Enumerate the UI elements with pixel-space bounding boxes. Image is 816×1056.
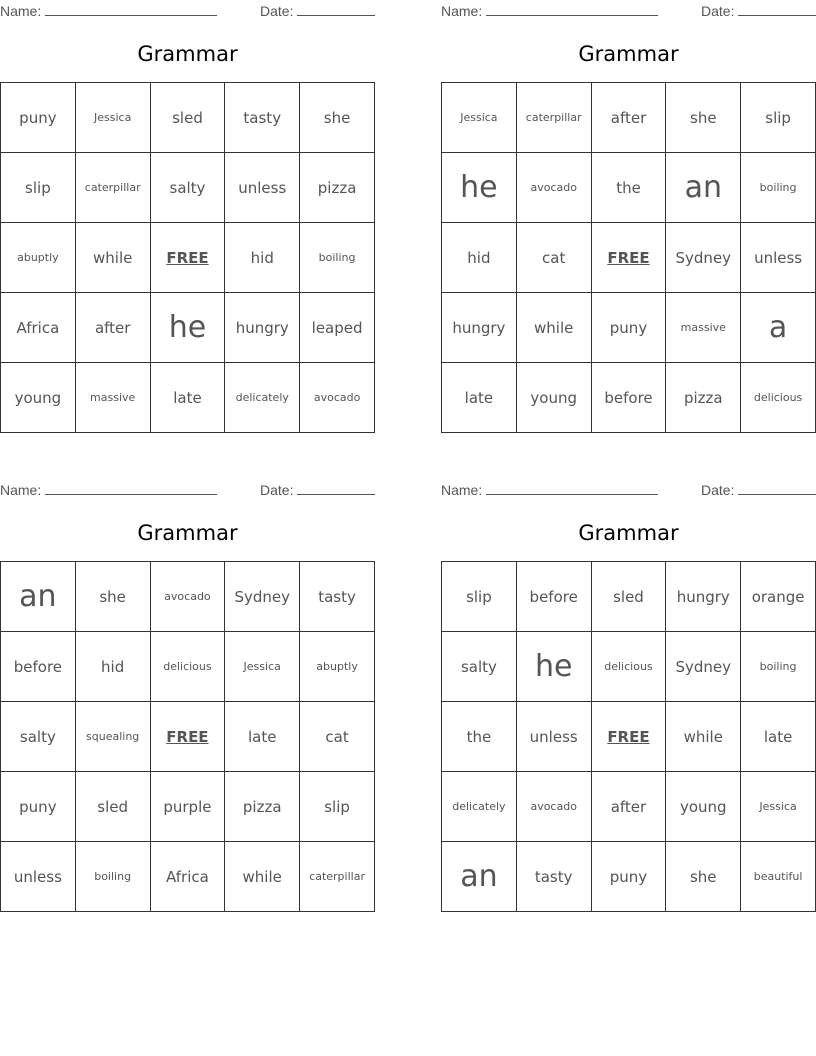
word-cell[interactable]: before [591,363,666,433]
word-cell[interactable]: tasty [516,842,591,912]
word-cell[interactable]: delicious [741,363,816,433]
date-field[interactable] [701,2,816,19]
word-cell[interactable]: Jessica [75,83,150,153]
word-cell[interactable]: slip [1,153,76,223]
date-label: Date: [260,3,294,19]
word-cell[interactable]: the [442,702,517,772]
word-cell[interactable]: she [666,842,741,912]
date-field[interactable] [701,481,816,498]
card-title: Grammar [137,521,238,545]
word-cell[interactable]: avocado [516,153,591,223]
bingo-grid [0,82,375,433]
name-blank-line[interactable] [45,481,217,495]
word-cell[interactable]: late [150,363,225,433]
grid-row [442,842,816,912]
word-cell[interactable]: boiling [300,223,375,293]
word-cell[interactable]: while [75,223,150,293]
word-cell[interactable]: puny [591,293,666,363]
bingo-card [441,0,816,407]
word-cell[interactable]: Sydney [225,562,300,632]
name-label: Name: [441,3,483,19]
word-cell[interactable]: delicately [442,772,517,842]
bingo-card [0,0,375,407]
word-cell[interactable]: caterpillar [300,842,375,912]
name-label: Name: [441,482,483,498]
date-label: Date: [701,3,735,19]
word-cell[interactable]: cat [516,223,591,293]
word-cell[interactable]: hungry [225,293,300,363]
word-cell[interactable]: caterpillar [516,83,591,153]
word-cell[interactable]: young [1,363,76,433]
word-cell[interactable]: hungry [442,293,517,363]
card-title: Grammar [137,42,238,66]
word-cell[interactable]: while [666,702,741,772]
bingo-grid [441,561,816,912]
card-header [441,0,816,22]
free-space-cell[interactable]: FREE [150,223,225,293]
word-cell[interactable]: avocado [150,562,225,632]
grid-row [1,772,375,842]
grid-row [1,153,375,223]
date-blank-line[interactable] [297,481,375,495]
word-cell[interactable]: sled [150,83,225,153]
word-cell[interactable]: while [516,293,591,363]
word-cell[interactable]: delicious [591,632,666,702]
word-cell[interactable]: slip [300,772,375,842]
grid-row [442,363,816,433]
grid-row [442,632,816,702]
grid-row [442,153,816,223]
word-cell[interactable]: she [300,83,375,153]
card-title: Grammar [578,42,679,66]
word-cell[interactable]: sled [591,562,666,632]
word-cell[interactable]: hid [75,632,150,702]
word-cell[interactable]: she [666,83,741,153]
card-header [0,0,375,22]
word-cell[interactable]: pizza [225,772,300,842]
grid-row [1,702,375,772]
grid-row [1,293,375,363]
bingo-grid [0,561,375,912]
word-cell[interactable]: young [666,772,741,842]
word-cell[interactable]: purple [150,772,225,842]
name-blank-line[interactable] [486,481,658,495]
grid-row [442,223,816,293]
name-label: Name: [0,482,42,498]
word-cell[interactable]: Africa [1,293,76,363]
word-cell[interactable]: delicious [150,632,225,702]
word-cell[interactable]: tasty [225,83,300,153]
word-cell[interactable]: slip [741,83,816,153]
word-cell[interactable]: salty [1,702,76,772]
name-field[interactable] [0,2,217,19]
grid-row [442,702,816,772]
word-cell[interactable]: late [225,702,300,772]
word-cell[interactable]: Jessica [442,83,517,153]
word-cell[interactable]: salty [150,153,225,223]
word-cell[interactable]: cat [300,702,375,772]
name-blank-line[interactable] [486,2,658,16]
word-cell[interactable]: slip [442,562,517,632]
word-cell[interactable]: puny [1,772,76,842]
word-cell[interactable]: pizza [666,363,741,433]
name-blank-line[interactable] [45,2,217,16]
date-field[interactable] [260,2,375,19]
word-cell[interactable]: before [1,632,76,702]
name-label: Name: [0,3,42,19]
grid-row [1,223,375,293]
word-cell[interactable]: squealing [75,702,150,772]
word-cell[interactable]: Jessica [741,772,816,842]
word-cell[interactable]: unless [516,702,591,772]
grid-row [1,632,375,702]
bingo-card [0,479,375,886]
word-cell[interactable]: abuptly [300,632,375,702]
word-cell[interactable]: Africa [150,842,225,912]
word-cell[interactable]: after [75,293,150,363]
free-space-cell[interactable]: FREE [591,223,666,293]
bingo-grid [441,82,816,433]
word-cell[interactable]: unless [225,153,300,223]
grid-row [442,772,816,842]
word-cell[interactable]: delicately [225,363,300,433]
word-cell[interactable]: leaped [300,293,375,363]
word-cell[interactable]: after [591,772,666,842]
word-cell[interactable]: avocado [300,363,375,433]
word-cell[interactable]: puny [591,842,666,912]
card-header [441,479,816,501]
word-cell[interactable]: the [591,153,666,223]
grid-row [1,562,375,632]
word-cell[interactable]: he [150,293,225,363]
name-field[interactable] [441,481,658,498]
word-cell[interactable]: an [1,562,76,632]
word-cell[interactable]: boiling [741,632,816,702]
word-cell[interactable]: hid [442,223,517,293]
word-cell[interactable]: Jessica [225,632,300,702]
word-cell[interactable]: while [225,842,300,912]
word-cell[interactable]: massive [666,293,741,363]
word-cell[interactable]: unless [741,223,816,293]
word-cell[interactable]: caterpillar [75,153,150,223]
free-space-cell[interactable]: FREE [150,702,225,772]
word-cell[interactable]: pizza [300,153,375,223]
grid-row [1,363,375,433]
word-cell[interactable]: orange [741,562,816,632]
word-cell[interactable]: boiling [741,153,816,223]
date-label: Date: [701,482,735,498]
word-cell[interactable]: before [516,562,591,632]
grid-row [442,293,816,363]
word-cell[interactable]: beautiful [741,842,816,912]
word-cell[interactable]: he [442,153,517,223]
grid-row [1,842,375,912]
free-space-cell[interactable]: FREE [591,702,666,772]
grid-row [442,562,816,632]
date-blank-line[interactable] [738,481,816,495]
word-cell[interactable]: tasty [300,562,375,632]
date-label: Date: [260,482,294,498]
date-blank-line[interactable] [738,2,816,16]
word-cell[interactable]: he [516,632,591,702]
word-cell[interactable]: avocado [516,772,591,842]
word-cell[interactable]: massive [75,363,150,433]
word-cell[interactable]: Sydney [666,223,741,293]
word-cell[interactable]: a [741,293,816,363]
date-blank-line[interactable] [297,2,375,16]
word-cell[interactable]: abuptly [1,223,76,293]
word-cell[interactable]: salty [442,632,517,702]
name-field[interactable] [0,481,217,498]
word-cell[interactable]: after [591,83,666,153]
word-cell[interactable]: an [666,153,741,223]
card-header [0,479,375,501]
word-cell[interactable]: boiling [75,842,150,912]
word-cell[interactable]: late [741,702,816,772]
word-cell[interactable]: puny [1,83,76,153]
word-cell[interactable]: Sydney [666,632,741,702]
card-title: Grammar [578,521,679,545]
word-cell[interactable]: young [516,363,591,433]
date-field[interactable] [260,481,375,498]
grid-row [1,83,375,153]
word-cell[interactable]: sled [75,772,150,842]
name-field[interactable] [441,2,658,19]
word-cell[interactable]: late [442,363,517,433]
word-cell[interactable]: she [75,562,150,632]
word-cell[interactable]: an [442,842,517,912]
bingo-card [441,479,816,894]
word-cell[interactable]: hid [225,223,300,293]
word-cell[interactable]: unless [1,842,76,912]
grid-row [442,83,816,153]
word-cell[interactable]: hungry [666,562,741,632]
